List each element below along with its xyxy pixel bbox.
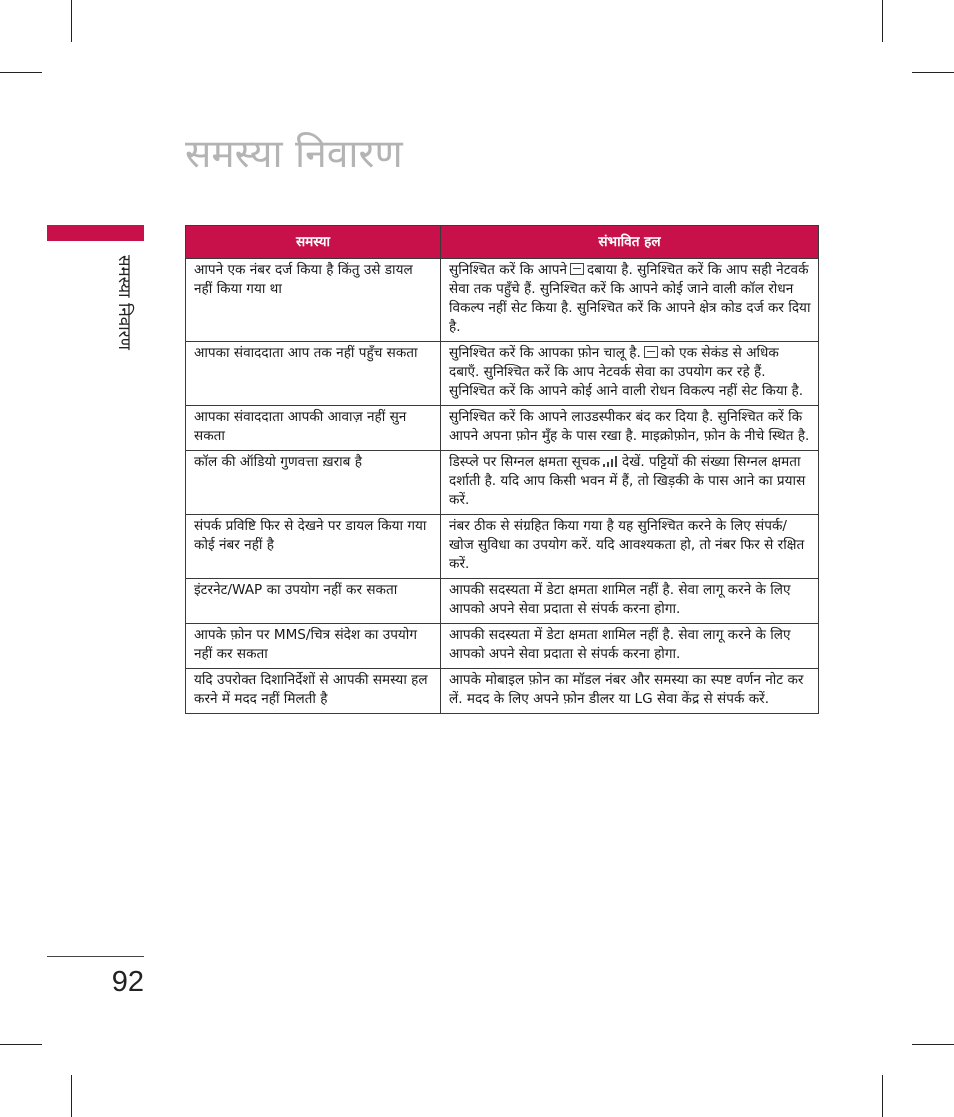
solution-cell [441, 259, 819, 342]
crop-mark [912, 1044, 954, 1045]
problem-cell: यदि उपरोक्त दिशानिर्देशों से आपकी समस्या हल करने में मदद नहीं मिलती है [186, 669, 441, 714]
solution-text: देखें. पट्टियों की संख्या सिग्नल क्षमता दर्शाती है. यदि आप किसी भवन में हैं, तो खिड़की के पास आने का प्रयास करें. [449, 454, 806, 508]
crop-mark [71, 1075, 72, 1117]
solution-text: सुनिश्चित करें कि आपका फ़ोन चालू है. [449, 345, 641, 361]
crop-mark [0, 72, 42, 73]
table-row [186, 342, 819, 406]
table-header-row [186, 226, 819, 259]
problem-cell: इंटरनेट/WAP का उपयोग नहीं कर सकता [186, 579, 441, 624]
problem-cell: कॉल की ऑडियो गुणवत्ता ख़राब है [186, 451, 441, 515]
section-tab-bar [47, 225, 144, 241]
page-number-rule [47, 956, 144, 957]
problem-cell: आपका संवाददाता आप तक नहीं पहुँच सकता [186, 342, 441, 406]
problem-cell: संपर्क प्रविष्टि फिर से देखने पर डायल किया गया कोई नंबर नहीं है [186, 515, 441, 579]
crop-mark [882, 1075, 883, 1117]
troubleshooting-table [185, 225, 819, 714]
table-row [186, 624, 819, 669]
crop-mark [882, 0, 883, 42]
solution-text: को एक सेकंड से अधिक दबाएँ. सुनिश्चित करें कि आप नेटवर्क सेवा का उपयोग कर रहे हैं. सुनिश्चित करें कि आपने कोई आने वाली रोधन विकल्प नहीं सेट किया है. [449, 345, 804, 399]
solution-cell: आपकी सदस्यता में डेटा क्षमता शामिल नहीं है. सेवा लागू करने के लिए आपको अपने सेवा प्रदाता से संपर्क करना होगा. [441, 579, 819, 624]
table-row [186, 515, 819, 579]
problem-cell: आपके फ़ोन पर MMS/चित्र संदेश का उपयोग नहीं कर सकता [186, 624, 441, 669]
table-row [186, 406, 819, 451]
signal-strength-icon [603, 456, 619, 467]
table-row [186, 451, 819, 515]
solution-cell: आपकी सदस्यता में डेटा क्षमता शामिल नहीं है. सेवा लागू करने के लिए आपको अपने सेवा प्रदाता से संपर्क करना होगा. [441, 624, 819, 669]
solution-text: सुनिश्चित करें कि आपने [449, 262, 568, 278]
page-title: समस्या निवारण [185, 132, 403, 177]
table-row [186, 579, 819, 624]
header-problem: समस्या [186, 226, 441, 259]
send-key-icon [570, 263, 584, 275]
section-side-label: समस्या निवारण [114, 255, 134, 350]
page-number: 92 [111, 966, 144, 998]
table-row [186, 259, 819, 342]
header-solution: संभावित हल [441, 226, 819, 259]
solution-cell [441, 451, 819, 515]
solution-cell: सुनिश्चित करें कि आपने लाउडस्पीकर बंद कर दिया है. सुनिश्चित करें कि आपने अपना फ़ोन मुँह के पास रखा है. माइक्रोफ़ोन, फ़ोन के नीचे स्थित है. [441, 406, 819, 451]
solution-text: डिस्प्ले पर सिग्नल क्षमता सूचक [449, 454, 600, 470]
problem-cell: आपका संवाददाता आपकी आवाज़ नहीं सुन सकता [186, 406, 441, 451]
crop-mark [71, 0, 72, 42]
end-key-icon [644, 346, 658, 358]
solution-cell [441, 342, 819, 406]
solution-cell: आपके मोबाइल फ़ोन का मॉडल नंबर और समस्या का स्पष्ट वर्णन नोट कर लें. मदद के लिए अपने फ़ोन डीलर या LG सेवा केंद्र से संपर्क करें. [441, 669, 819, 714]
solution-text: दबाया है. सुनिश्चित करें कि आप सही नेटवर्क सेवा तक पहुँचे हैं. सुनिश्चित करें कि आपने कोई जाने वाली कॉल रोधन विकल्प नहीं सेट किया है. सुनिश्चित करें कि आपने क्षेत्र कोड दर्ज कर दिया है. [449, 262, 811, 335]
problem-cell: आपने एक नंबर दर्ज किया है किंतु उसे डायल नहीं किया गया था [186, 259, 441, 342]
crop-mark [912, 72, 954, 73]
crop-mark [0, 1044, 42, 1045]
solution-cell: नंबर ठीक से संग्रहित किया गया है यह सुनिश्चित करने के लिए संपर्क/खोज सुविधा का उपयोग करें. यदि आवश्यकता हो, तो नंबर फिर से रक्षित करें. [441, 515, 819, 579]
table-row [186, 669, 819, 714]
